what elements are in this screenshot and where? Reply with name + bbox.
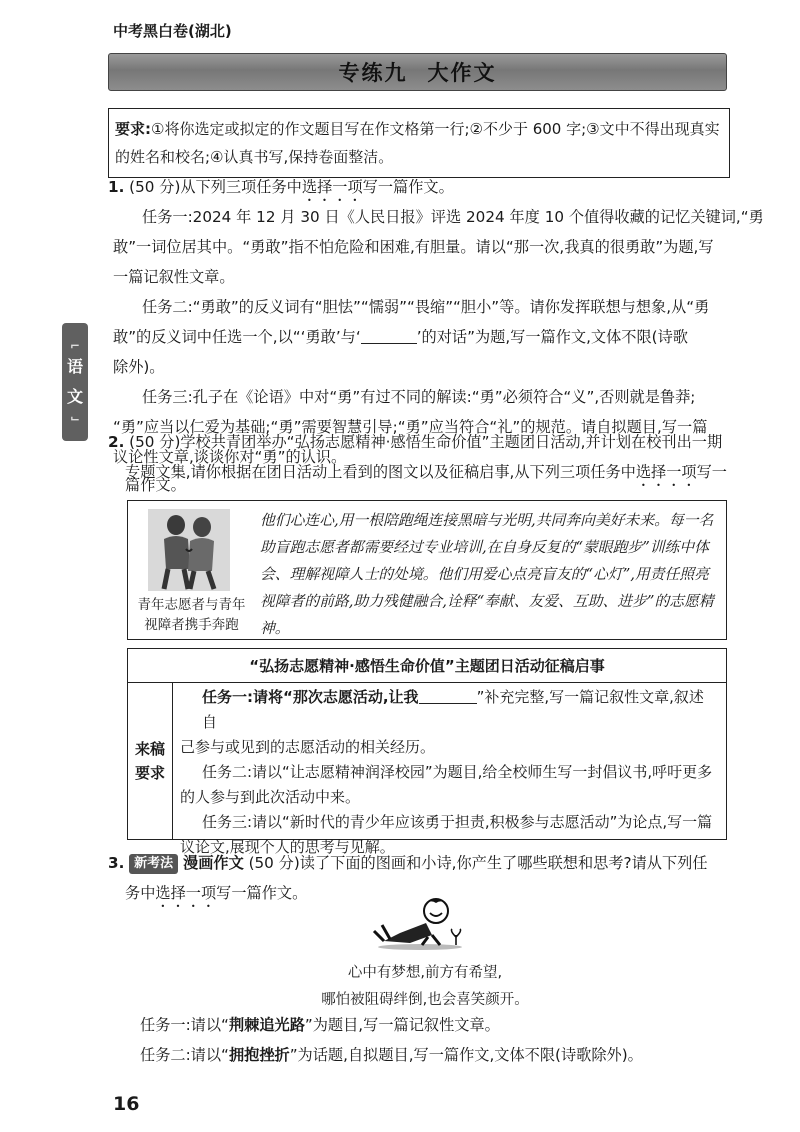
section-name: 大作文 xyxy=(427,61,497,85)
q1-task3-line2: “勇”应当以仁爱为基础;“勇”需要智慧引导;“勇”应当符合“礼”的规范。请自拟题目,写一篇 xyxy=(113,418,708,436)
q3-line1: 3. 新考法 漫画作文 (50 分)读了下面的图画和小诗,你产生了哪些联想和思考?请从下列任 xyxy=(108,854,708,872)
q1-task1-line1: 任务一:2024 年 12 月 30 日《人民日报》评选 2024 年度 10 个值得收藏的记忆关键词,“勇 xyxy=(142,208,764,226)
q2-line1: 2. (50 分)学校共青团举办“弘扬志愿精神·感悟生命价值”主题团日活动,并计划在校刊出一期 xyxy=(108,433,723,451)
new-format-badge: 新考法 xyxy=(129,854,178,874)
notice-tasks xyxy=(180,685,718,860)
requirements-box xyxy=(108,108,730,178)
poem-line1: 心中有梦想,前方有希望, xyxy=(347,965,503,981)
requirements-label: 要求: xyxy=(115,120,151,138)
q3-task1: 任务一:请以“荆棘追光路”为题目,写一篇记叙性文章。 xyxy=(140,1016,500,1034)
notice-label: 来稿 要求 xyxy=(128,682,173,839)
section-number: 专练九 xyxy=(338,61,408,85)
q1-task3-line1: 任务三:孔子在《论语》中对“勇”有过不同的解读:“勇”必须符合“义”,否则就是鲁莽; xyxy=(142,388,696,406)
notice-task1-line2: 己参与或见到的志愿活动的相关经历。 xyxy=(180,738,436,756)
q2-line3: 篇作文。 xyxy=(125,476,186,494)
photo-caption: 青年志愿者与青年视障者携手奔跑 xyxy=(137,597,246,633)
notice-task2-line1: 任务二:请以“让志愿精神润泽校园”为题目,给全校师生写一封倡议书,呼吁更多 xyxy=(202,763,713,781)
subject-char-1: 语 xyxy=(66,357,83,376)
q1-task3-line3: 议论性文章,谈谈你对“勇”的认识。 xyxy=(113,448,347,466)
requirements-text: ①将你选定或拟定的作文题目写在作文格第一行;②不少于 600 字;③文中不得出现真实的姓名和校名;④认真书写,保持卷面整洁。 xyxy=(115,120,720,166)
q1-task2-line3: 除外)。 xyxy=(113,358,165,376)
section-title-bar xyxy=(108,53,727,91)
q1-number: 1. xyxy=(108,178,125,196)
q1-intro: 1. (50 分)从下列三项任务中选择一项写一篇作文。 xyxy=(108,178,454,196)
subject-char-2: 文 xyxy=(66,387,83,406)
volunteer-quote: 他们心连心,用一根陪跑绳连接黑暗与光明,共同奔向美好未来。每一名助盲跑志愿者都需要经过专业培训,在自身反复的“蒙眼跑步”训练中体会、理解视障人士的处境。他们用爱心点亮盲友的“心灯”,用责任照亮视障者的前路,助力残健融合,诠释“奉献、友爱、互助、进步”的志愿精神。 xyxy=(260,512,714,637)
notice-title: “弘扬志愿精神·感悟生命价值”主题团日活动征稿启事 xyxy=(128,649,726,683)
subject-tab: ⌐ 语 文 ⌙ xyxy=(62,323,88,441)
notice-task1-line1: 任务一:请将“那次志愿活动,让我 ”补充完整,写一篇记叙性文章,叙述自 xyxy=(202,688,704,731)
cartoon-fallen-child xyxy=(370,895,470,950)
notice-task3-line1: 任务三:请以“新时代的青少年应该勇于担责,积极参与志愿活动”为论点,写一篇 xyxy=(202,813,713,831)
q3-number: 3. xyxy=(108,854,125,872)
volunteer-runners-photo xyxy=(148,509,230,591)
page-number: 16 xyxy=(113,1093,140,1115)
fill-blank xyxy=(361,327,417,344)
emphasis-dots: 选择一项 xyxy=(301,178,363,196)
call-for-papers-box xyxy=(127,648,727,856)
notice-task2-line2: 的人参与到此次活动中来。 xyxy=(180,788,361,806)
emphasis-dots: 选择一项 xyxy=(635,463,697,481)
fill-blank xyxy=(419,687,477,704)
emphasis-dots: 选择一项 xyxy=(155,884,217,902)
q2-line2: 专题文集,请你根据在团日活动上看到的图文以及征稿启事,从下列三项任务中选择一项写一 xyxy=(125,463,727,481)
q1-task1-line3: 一篇记叙性文章。 xyxy=(113,268,235,286)
poem-line2: 哪怕被阻碍绊倒,也会喜笑颜开。 xyxy=(321,992,529,1008)
q2-number: 2. xyxy=(108,433,125,451)
volunteer-story-box xyxy=(127,500,727,640)
poem xyxy=(300,960,550,1014)
notice-task3-line2: 议论文,展现个人的思考与见解。 xyxy=(180,838,395,856)
book-title: 中考黑白卷(湖北) xyxy=(113,22,232,40)
q3-type: 漫画作文 xyxy=(183,854,244,872)
q1-task2-line2: 敢”的反义词中任选一个,以“‘勇敢’与‘ ’的对话”为题,写一篇作文,文体不限(诗歌 xyxy=(113,328,688,346)
q1-task1-line2: 敢”一词位居其中。“勇敢”指不怕危险和困难,有胆量。请以“那一次,我真的很勇敢”为题,写 xyxy=(113,238,714,256)
q3-line2: 务中选择一项写一篇作文。 xyxy=(125,884,308,902)
q3-task2: 任务二:请以“拥抱挫折”为话题,自拟题目,写一篇作文,文体不限(诗歌除外)。 xyxy=(140,1046,643,1064)
q1-task2-line1: 任务二:“勇敢”的反义词有“胆怯”“懦弱”“畏缩”“胆小”等。请你发挥联想与想象,从“勇 xyxy=(142,298,710,316)
